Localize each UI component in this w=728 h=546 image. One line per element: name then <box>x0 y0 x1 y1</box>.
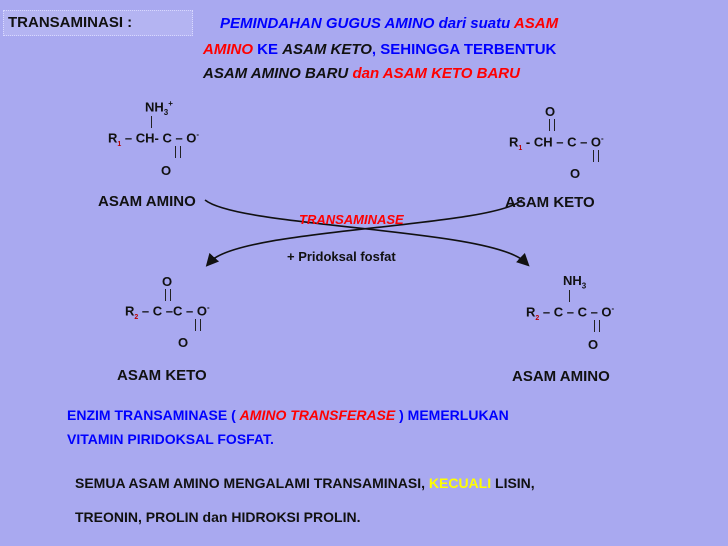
exception-note-highlight: KECUALI <box>428 475 492 491</box>
exception-note-text: LISIN, <box>491 475 535 491</box>
amino-group: $NH_3^+$ <box>145 99 173 117</box>
definition-emphasis: ASAM KETO BARU <box>382 65 520 82</box>
definition-emphasis: AMINO <box>203 41 253 58</box>
carbonyl-oxygen: O <box>588 337 599 352</box>
molecule-chain: $R_2$ – C –C – O- <box>125 303 210 321</box>
enzyme-note-text: ENZIM TRANSAMINASE ( <box>67 407 240 423</box>
keto-oxygen: O <box>162 274 173 289</box>
definition-text: ASAM KETO <box>282 41 372 58</box>
enzyme-label: TRANSAMINASE <box>299 212 404 227</box>
molecule-chain: $R_2$ – C – C – O- <box>526 304 615 322</box>
carbonyl-oxygen: O <box>161 163 172 178</box>
enzyme-note-emphasis: AMINO TRANSFERASE <box>239 407 396 423</box>
exception-note-line-1 <box>75 473 535 493</box>
molecule-label: ASAM AMINO <box>98 193 196 210</box>
molecule-label: ASAM KETO <box>505 194 595 211</box>
molecule-label: ASAM AMINO <box>512 368 610 385</box>
definition-text: ASAM AMINO BARU <box>203 65 349 82</box>
molecule-chain: $R_1 - CH-$ C – O- <box>108 130 200 148</box>
enzyme-note-line-1 <box>67 405 509 425</box>
exception-note-line-2: TREONIN, PROLIN dan HIDROKSI PROLIN. <box>75 509 361 525</box>
definition-text: PEMINDAHAN GUGUS AMINO dari suatu <box>220 15 514 32</box>
definition-emphasis: ASAM <box>513 15 559 32</box>
enzyme-note-text: ) MEMERLUKAN <box>395 407 509 423</box>
carbonyl-oxygen: O <box>178 335 189 350</box>
keto-oxygen: O <box>545 104 556 119</box>
carbonyl-oxygen: O <box>570 166 581 181</box>
cofactor-label: + Pridoksal fosfat <box>287 249 396 264</box>
definition-text: , SEHINGGA TERBENTUK <box>371 41 557 58</box>
molecule-label: ASAM KETO <box>117 367 207 384</box>
amino-group: $NH_3$ <box>563 273 587 291</box>
enzyme-note-line-2: VITAMIN PIRIDOKSAL FOSFAT. <box>67 431 274 447</box>
definition-text: KE <box>253 41 283 58</box>
page-title: TRANSAMINASI : <box>3 10 193 36</box>
molecule-chain: $R_1$ - CH – C – O- <box>509 134 604 152</box>
exception-note-text: SEMUA ASAM AMINO MENGALAMI TRANSAMINASI, <box>75 475 429 491</box>
definition-emphasis: dan <box>348 65 383 82</box>
